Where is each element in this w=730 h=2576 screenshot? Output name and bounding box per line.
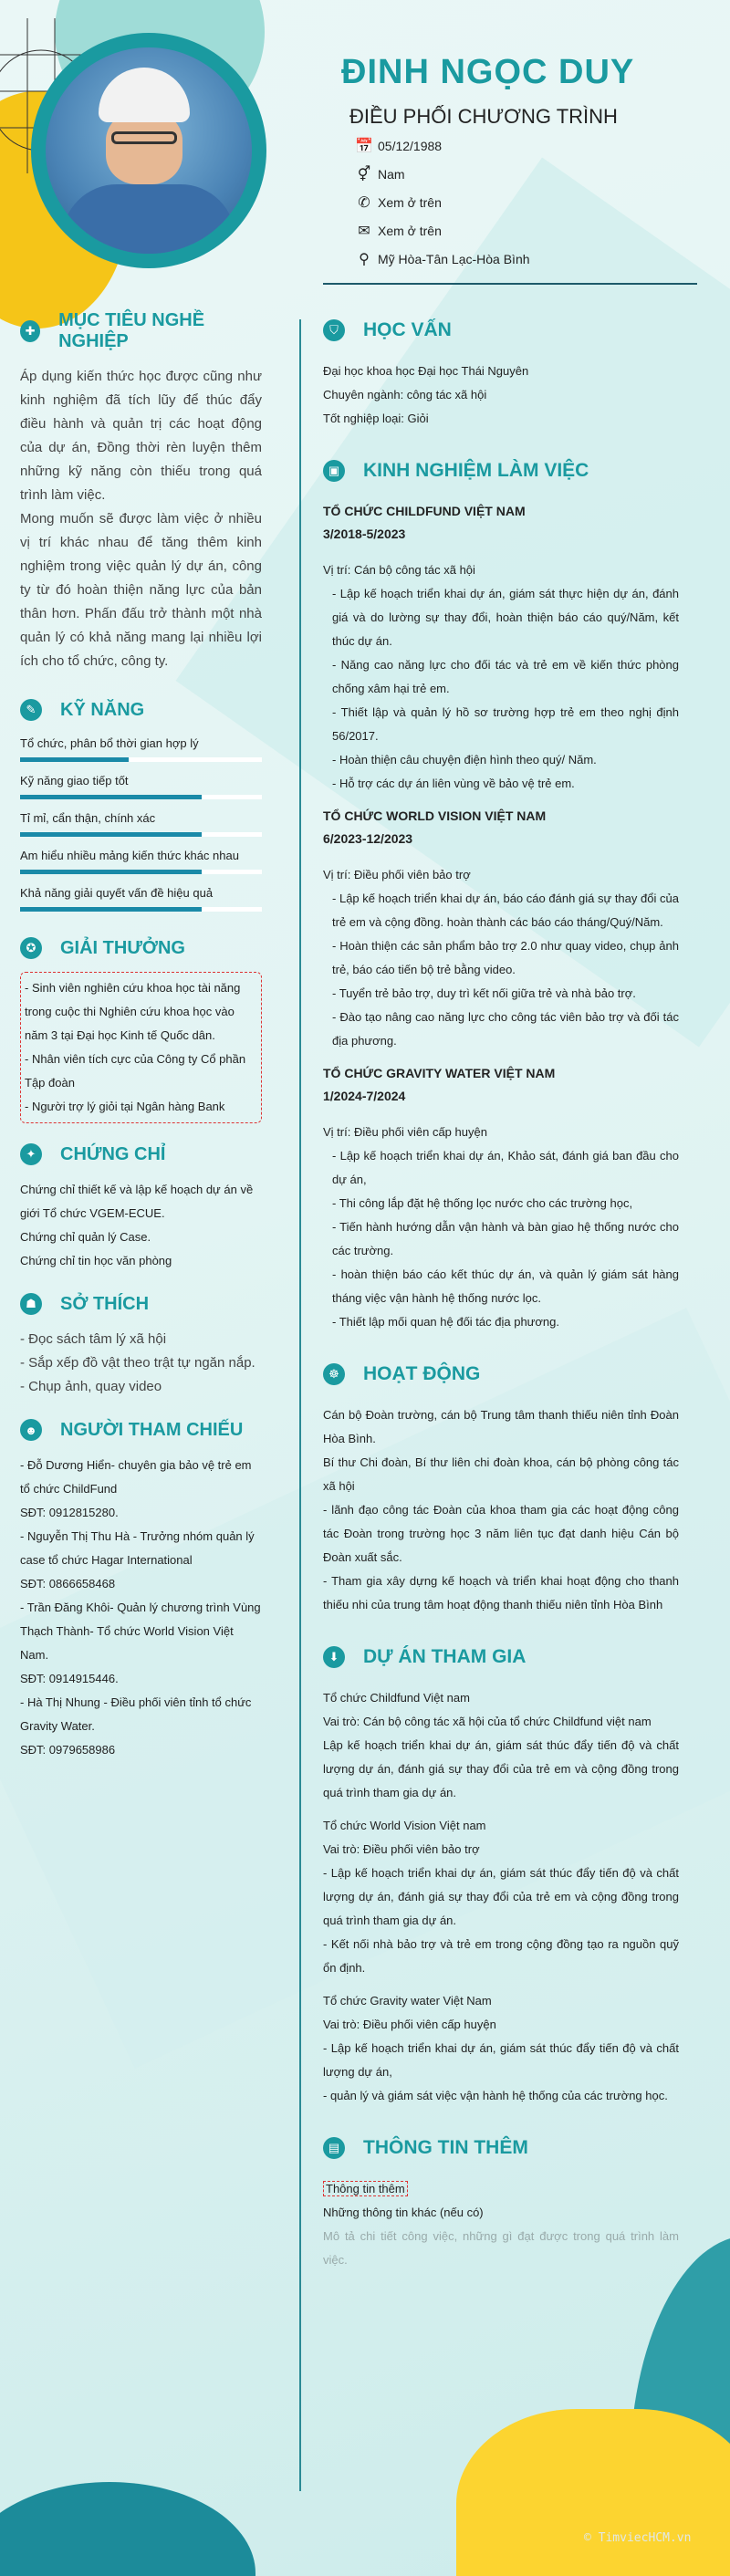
activity-item: Cán bộ Đoàn trường, cán bộ Trung tâm thanh thiếu niên tỉnh Đoàn Hòa Bình. [323,1408,679,1445]
activity-item: Bí thư Chi đoàn, Bí thư liên chi đoàn khoa, cán bộ phòng công tác xã hội [323,1455,679,1493]
gender-icon: ⚥ [357,166,371,183]
job-org: TỔ CHỨC WORLD VISION VIỆT NAM [323,808,547,823]
skill-item [20,808,262,837]
header-divider [323,283,697,285]
section-title: KỸ NĂNG [60,699,145,720]
location-icon: ⚲ [359,251,370,267]
job-duty: - Thiết lập mối quan hệ đối tác địa phương. [332,1315,559,1329]
pencil-icon: ✎ [20,699,42,721]
skills-section [20,699,262,912]
section-title: DỰ ÁN THAM GIA [363,1646,527,1667]
extra-info-placeholder[interactable]: Mô tả chi tiết công việc, những gì đạt được trong quá trình làm việc. [323,2229,679,2267]
skill-item [20,734,262,762]
certificates-section [20,1143,262,1273]
award-icon: ✪ [20,937,42,959]
left-column [20,310,262,1762]
avatar [46,47,252,254]
email-icon: ✉ [358,223,370,239]
project-line: Vai trò: Điều phối viên cấp huyện [323,2018,496,2031]
project-line: - Lập kế hoạch triển khai dự án, giám sát thúc đẩy tiến độ và chất lượng dự án, đánh giá sự thay đổi của trẻ em và cộng đồng trong quá trình tham gia dự án. [323,1866,679,1927]
info-address: ⚲ Mỹ Hòa-Tân Lạc-Hòa Bình [350,245,530,273]
activities-section [323,1363,679,1617]
education-item: Đại học khoa học Đại học Thái Nguyên [323,364,529,378]
job-role: Vị trí: Điều phối viên bảo trợ [323,868,471,881]
skill-bar [20,832,262,837]
objective-text: Áp dụng kiến thức học được cũng như kinh nghiệm đã tích lũy để thúc đẩy điều hành và quản trị các hoạt động của dự án, Đồng thời rèn luyện thêm những kỹ năng còn thiếu trong quá trình làm việc. [20,369,262,503]
activity-item: - lãnh đạo công tác Đoàn của khoa tham gia các hoạt động công tác Đoàn trong trường học 3 năm liên tục đạt danh hiệu Cán bộ Đoàn xuất sắc. [323,1503,679,1564]
decorative-shape [0,2482,256,2576]
reference-item: - Hà Thị Nhung - Điều phối viên tỉnh tổ chức Gravity Water. [20,1695,252,1733]
right-column [323,319,679,2272]
reference-item: - Trần Đăng Khôi- Quản lý chương trình Vùng Thạch Thành- Tổ chức World Vision Việt Nam. [20,1601,261,1662]
reference-phone: SĐT: 0866658468 [20,1577,116,1590]
education-section [323,319,679,431]
skills-list [20,734,262,912]
section-title: HỌC VẤN [363,319,452,340]
certificate-item: Chứng chỉ quản lý Case. [20,1230,151,1244]
skill-bar [20,870,262,874]
awards-box [20,972,262,1123]
skill-label: Tổ chức, phân bổ thời gian hợp lý [20,736,199,750]
skill-label: Am hiểu nhiều mảng kiến thức khác nhau [20,849,239,862]
job-duty: - Thi công lắp đặt hệ thống lọc nước cho các trường học, [332,1196,633,1210]
project-line: Vai trò: Điều phối viên bảo trợ [323,1842,480,1856]
info-email: ✉ Xem ở trên [350,216,530,245]
job-duty: - Hoàn thiện câu chuyện điện hình theo quý/ Năm. [332,753,597,767]
reference-phone: SĐT: 0979658986 [20,1743,116,1757]
award-item: - Sinh viên nghiên cứu khoa học tài năng trong cuộc thi Nghiên cứu khoa học vào năm 3 tại Đại học Kinh tế Quốc dân. [25,981,241,1042]
job-duty: - Lập kế hoạch triển khai dự án, Khảo sát, đánh giá ban đầu cho dự án, [332,1149,679,1186]
certificate-item: Chứng chỉ thiết kế và lập kế hoạch dự án về giới Tổ chức VGEM-ECUE. [20,1183,254,1220]
job-role: Vị trí: Cán bộ công tác xã hội [323,563,475,577]
skill-label: Kỹ năng giao tiếp tốt [20,774,129,787]
skill-item [20,883,262,912]
gamepad-icon: ☗ [20,1293,42,1315]
download-icon: ⬇ [323,1646,345,1668]
awards-section [20,937,262,1123]
hobby-item: - Chụp ảnh, quay video [20,1379,162,1394]
avatar-frame [31,33,266,268]
section-title: SỞ THÍCH [60,1293,150,1314]
section-title: HOẠT ĐỘNG [363,1363,481,1384]
job-item [323,1062,679,1334]
section-title: CHỨNG CHỈ [60,1143,166,1164]
skill-item [20,771,262,799]
target-icon: ✚ [20,320,40,342]
job-duty: - Hỗ trợ các dự án liên vùng về bảo vệ trẻ em. [332,777,575,790]
project-item [323,1989,679,2108]
skill-level [20,795,202,799]
hobbies-section [20,1293,262,1399]
objective-text: Mong muốn sẽ được làm việc ở nhiều vị trí khác nhau để tăng thêm kinh nghiệm trong việc quản lý dự án, công ty từ đó hoàn thiện năng lực của bản thân hơn. Phấn đấu trở thành một nhà quản lý có khả năng mang lại nhiều lợi ích cho tổ chức, công ty. [20,511,262,669]
projects-section [323,1646,679,2108]
skill-level [20,870,202,874]
graduation-icon: ⛉ [323,319,345,341]
activity-item: - Tham gia xây dựng kế hoạch và triển khai hoạt động cho thanh thiếu nhi của trung tâm hoạt động thanh thiếu niên tỉnh Hòa Bình [323,1574,679,1611]
education-item: Chuyên ngành: công tác xã hội [323,388,487,402]
extra-info-subtitle: Những thông tin khác (nếu có) [323,2206,484,2219]
skill-label: Khả năng giải quyết vấn đề hiệu quả [20,886,214,900]
candidate-name: ĐINH NGỌC DUY [341,53,635,91]
hobby-item: - Sắp xếp đồ vật theo trật tự ngăn nắp. [20,1355,256,1371]
briefcase-icon: ▣ [323,460,345,482]
job-org: TỔ CHỨC CHILDFUND VIỆT NAM [323,504,526,518]
project-line: - Kết nối nhà bảo trợ và trẻ em trong cộng đồng tạo ra nguồn quỹ ổn định. [323,1937,679,1975]
skill-level [20,757,129,762]
job-duty: - Đào tạo nâng cao năng lực cho công tác viên bảo trợ và đối tác địa phương. [332,1010,679,1048]
experience-section [323,460,679,1334]
education-item: Tốt nghiệp loại: Giỏi [323,412,429,425]
column-divider [299,319,301,2491]
job-org: TỔ CHỨC GRAVITY WATER VIỆT NAM [323,1066,556,1080]
job-role: Vị trí: Điều phối viên cấp huyện [323,1125,487,1139]
section-title: MỤC TIÊU NGHỀ NGHIỆP [58,310,205,351]
certificate-icon: ✦ [20,1143,42,1165]
certificate-item: Chứng chỉ tin học văn phòng [20,1254,172,1267]
job-duty: - Lập kế hoạch triển khai dự án, giám sát thực hiện dự án, đánh giá và do lường sự thay đổi, hoàn thiện báo cáo quý/Năm, kết thúc dự án. [332,587,679,648]
reference-phone: SĐT: 0912815280. [20,1506,119,1519]
job-duty: - Lập kế hoạch triển khai dự án, báo cáo đánh giá sự thay đổi của trẻ em và cộng đồng. hoàn thành các báo cáo tháng/Quý/Năm. [332,892,679,929]
job-item [323,805,679,1053]
job-duty: - Tiến hành hướng dẫn vận hành và bàn giao hệ thống nước cho các trường. [332,1220,679,1257]
project-org: Tổ chức Childfund Việt nam [323,1691,470,1705]
job-duty: - hoàn thiện báo cáo kết thúc dự án, và quản lý giám sát hàng tháng việc vận hành hệ thống nước lọc. [332,1267,679,1305]
objective-section [20,310,262,673]
project-line: Vai trò: Cán bộ công tác xã hội của tổ chức Childfund việt nam [323,1715,652,1728]
section-title: THÔNG TIN THÊM [363,2137,528,2158]
section-title: NGƯỜI THAM CHIẾU [60,1419,244,1440]
section-title: GIẢI THƯỞNG [60,937,185,958]
contact-info [350,131,530,273]
extra-info-section [323,2137,679,2272]
extra-info-label[interactable]: Thông tin thêm [323,2181,408,2196]
award-item: - Người trợ lý giỏi tại Ngân hàng Bank [25,1100,225,1113]
skill-level [20,907,202,912]
award-item: - Nhân viên tích cực của Công ty Cổ phần Tập đoàn [25,1052,246,1090]
project-line: - Lập kế hoạch triển khai dự án, giám sát thúc đẩy tiến độ và chất lượng dự án, [323,2041,679,2079]
phone-icon: ✆ [358,194,370,211]
job-period: 3/2018-5/2023 [323,527,406,541]
job-duty: - Năng cao năng lực cho đối tác và trẻ em về kiến thức phòng chống xâm hại trẻ em. [332,658,679,695]
decorative-shape [456,2409,730,2576]
section-title: KINH NGHIỆM LÀM VIỆC [363,460,589,481]
job-period: 1/2024-7/2024 [323,1089,406,1103]
person-icon: ☻ [20,1419,42,1441]
job-item [323,500,679,796]
info-birthday: 📅 05/12/1988 [350,131,530,160]
skill-label: Tỉ mỉ, cẩn thận, chính xác [20,811,156,825]
skill-level [20,832,202,837]
skill-item [20,846,262,874]
skill-bar [20,907,262,912]
project-line: - quản lý và giám sát việc vận hành hệ thống của các trường học. [323,2089,668,2102]
job-duty: - Tuyển trẻ bảo trợ, duy trì kết nối giữa trẻ và nhà bảo trợ. [332,986,636,1000]
project-org: Tổ chức World Vision Việt nam [323,1819,486,1832]
reference-phone: SĐT: 0914915446. [20,1672,119,1685]
skill-bar [20,757,262,762]
job-period: 6/2023-12/2023 [323,831,413,846]
project-item [323,1686,679,1805]
references-section [20,1419,262,1762]
job-duty: - Thiết lập và quản lý hồ sơ trường hợp trẻ em theo nghị định 56/2017. [332,705,679,743]
reference-item: - Nguyễn Thị Thu Hà - Trưởng nhóm quản lý case tổ chức Hagar International [20,1529,255,1567]
project-item [323,1814,679,1980]
job-title: ĐIỀU PHỐI CHƯƠNG TRÌNH [349,105,618,128]
project-line: Lập kế hoạch triển khai dự án, giám sát thúc đẩy tiến độ và chất lượng dự án, đánh giá sự thay đổi của trẻ em và cộng đồng trong quá trình tham gia dự án. [323,1738,679,1799]
info-gender: ⚥ Nam [350,160,530,188]
info-phone: ✆ Xem ở trên [350,188,530,216]
job-duty: - Hoàn thiện các sản phẩm bảo trợ 2.0 như quay video, chụp ảnh trẻ, báo cáo tiến bộ trẻ bằng video. [332,939,679,976]
group-icon: ☸ [323,1363,345,1385]
calendar-icon: 📅 [355,138,373,154]
watermark: © TimviecHCM.vn [584,2531,692,2545]
info-icon: ▤ [323,2137,345,2159]
project-org: Tổ chức Gravity water Việt Nam [323,1994,492,2008]
skill-bar [20,795,262,799]
hobby-item: - Đọc sách tâm lý xã hội [20,1331,167,1347]
reference-item: - Đỗ Dương Hiển- chuyên gia bảo vệ trẻ em tổ chức ChildFund [20,1458,252,1496]
